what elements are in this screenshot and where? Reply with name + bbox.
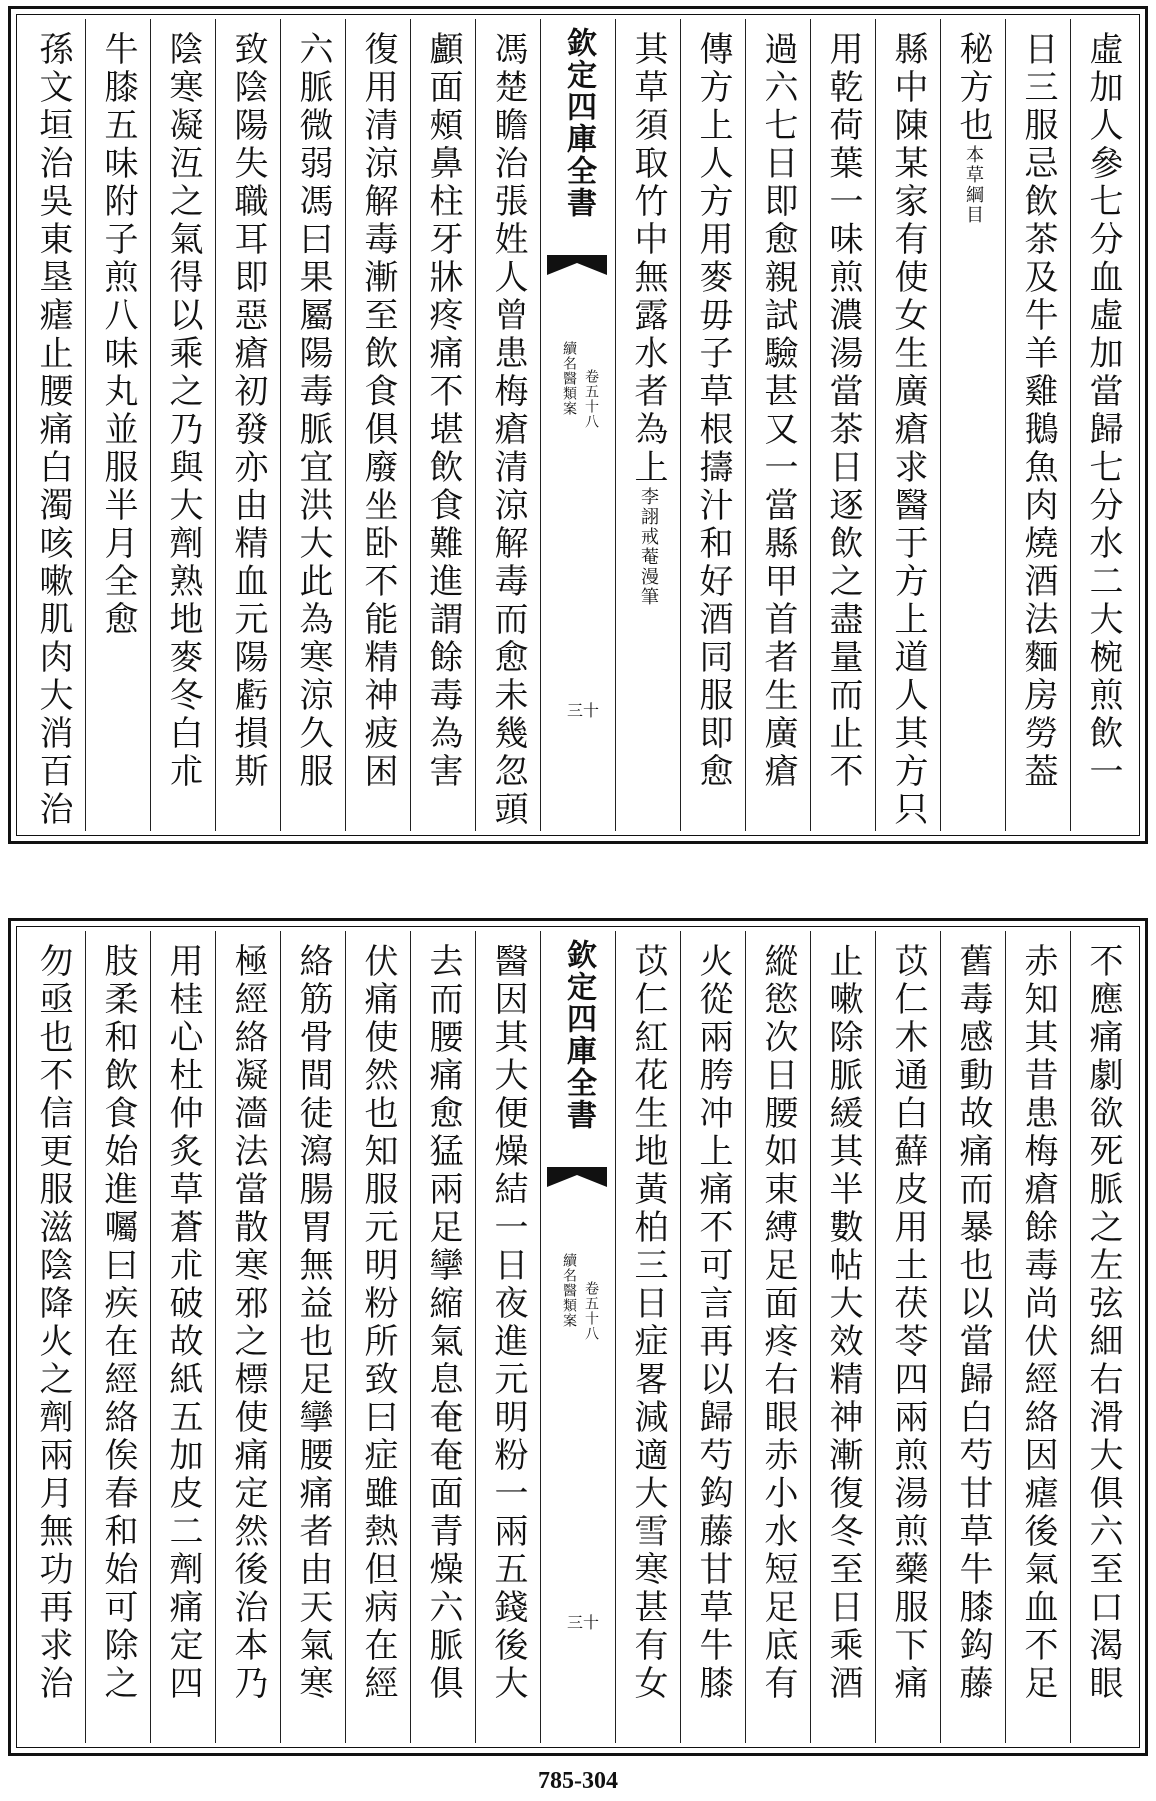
column-body: 其草須取竹中無露水者為上 bbox=[628, 31, 668, 487]
text-column: 醫因其大便燥結一日夜進元明粉一兩五錢後大 bbox=[475, 931, 540, 1743]
volume-name: 續名醫類案 bbox=[561, 341, 577, 416]
text-column: 苡仁木通白蘚皮用土茯苓四兩煎湯煎藥服下痛 bbox=[875, 931, 940, 1743]
fishtail-mark-icon bbox=[547, 255, 607, 275]
book-title: 欽定四庫全書 bbox=[561, 27, 596, 219]
text-column: 不應痛劇欲死脈之左弦細右滑大俱六至口渴眼 bbox=[1070, 931, 1135, 1743]
text-column: 去而腰痛愈猛兩足攣縮氣息奄奄面青燥六脈俱 bbox=[410, 931, 475, 1743]
lower-page bbox=[8, 918, 1148, 1756]
page-number: 785-304 bbox=[538, 1768, 618, 1794]
text-column: 馮楚瞻治張姓人曾患梅瘡清涼解毒而愈未幾忽頭 bbox=[475, 19, 540, 831]
text-column: 火從兩胯冲上痛不可言再以歸芍鈎藤甘草牛膝 bbox=[680, 931, 745, 1743]
text-column: 肢柔和飲食始進囑曰疾在經絡俟春和始可除之 bbox=[85, 931, 150, 1743]
text-column: 陰寒凝沍之氣得以乘之乃與大劑熟地麥冬白朮 bbox=[150, 19, 215, 831]
text-column: 止嗽除脈緩其半數帖大效精神漸復冬至日乘酒 bbox=[810, 931, 875, 1743]
volume-number: 卷五十八 bbox=[583, 1281, 599, 1341]
text-column: 用桂心杜仲炙草蒼朮破故紙五加皮二劑痛定四 bbox=[150, 931, 215, 1743]
text-column: 勿亟也不信更服滋陰降火之劑兩月無功再求治 bbox=[33, 943, 73, 1703]
volume-name: 續名醫類案 bbox=[561, 1253, 577, 1328]
text-column: 虛加人參七分血虛加當歸七分水二大椀煎飲一 bbox=[1070, 19, 1135, 831]
source-note: 本草綱目 bbox=[963, 145, 984, 225]
text-column: 六脈微弱馮曰果屬陽毒脈宜洪大此為寒涼久服 bbox=[280, 19, 345, 831]
text-column: 舊毒感動故痛而暴也以當歸白芍甘草牛膝鈎藤 bbox=[940, 931, 1005, 1743]
text-column: 顱面頰鼻柱牙牀疼痛不堪飲食難進謂餘毒為害 bbox=[410, 19, 475, 831]
text-column bbox=[940, 19, 1005, 831]
fishtail-mark-icon bbox=[547, 1167, 607, 1187]
folio-number: 三十 bbox=[567, 701, 600, 720]
text-column: 極經絡凝濇法當散寒邪之標使痛定然後治本乃 bbox=[215, 931, 280, 1743]
volume-number: 卷五十八 bbox=[583, 369, 599, 429]
text-column: 日三服忌飲茶及牛羊雞鵝魚肉燒酒法麵房勞葢 bbox=[1005, 19, 1070, 831]
text-column: 縣中陳某家有使女生廣瘡求醫于方上道人其方只 bbox=[875, 19, 940, 831]
text-column bbox=[615, 19, 680, 831]
text-column: 傳方上人方用麥毋子草根擣汁和好酒同服即愈 bbox=[680, 19, 745, 831]
text-column: 牛膝五味附子煎八味丸並服半月全愈 bbox=[85, 19, 150, 831]
text-column: 過六七日即愈親試驗甚又一當縣甲首者生廣瘡 bbox=[745, 19, 810, 831]
text-column: 絡筋骨間徒瀉腸胃無益也足攣腰痛者由天氣寒 bbox=[280, 931, 345, 1743]
book-title: 欽定四庫全書 bbox=[561, 939, 596, 1131]
text-column: 伏痛使然也知服元明粉所致曰症雖熱但病在經 bbox=[345, 931, 410, 1743]
text-column: 孫文垣治吳東垦瘧止腰痛白濁咳嗽肌肉大消百治 bbox=[33, 31, 73, 829]
center-fold bbox=[540, 931, 615, 1743]
text-column: 用乾荷葉一味煎濃湯當茶日逐飲之盡量而止不 bbox=[810, 19, 875, 831]
text-column: 苡仁紅花生地黃柏三日症畧減適大雪寒甚有女 bbox=[615, 931, 680, 1743]
upper-page bbox=[8, 6, 1148, 844]
folio-number: 三十 bbox=[567, 1613, 600, 1632]
text-column: 赤知其昔患梅瘡餘毒尚伏經絡因瘧後氣血不足 bbox=[1005, 931, 1070, 1743]
text-column: 復用清涼解毒漸至飲食俱廢坐卧不能精神疲困 bbox=[345, 19, 410, 831]
source-note: 李詡戒菴漫筆 bbox=[638, 487, 659, 607]
text-column: 致陰陽失職耳即惡瘡初發亦由精血元陽虧損斯 bbox=[215, 19, 280, 831]
column-body: 秘方也 bbox=[953, 31, 993, 145]
text-column: 縱慾次日腰如束縛足面疼右眼赤小水短足底有 bbox=[745, 931, 810, 1743]
center-fold bbox=[540, 19, 615, 831]
